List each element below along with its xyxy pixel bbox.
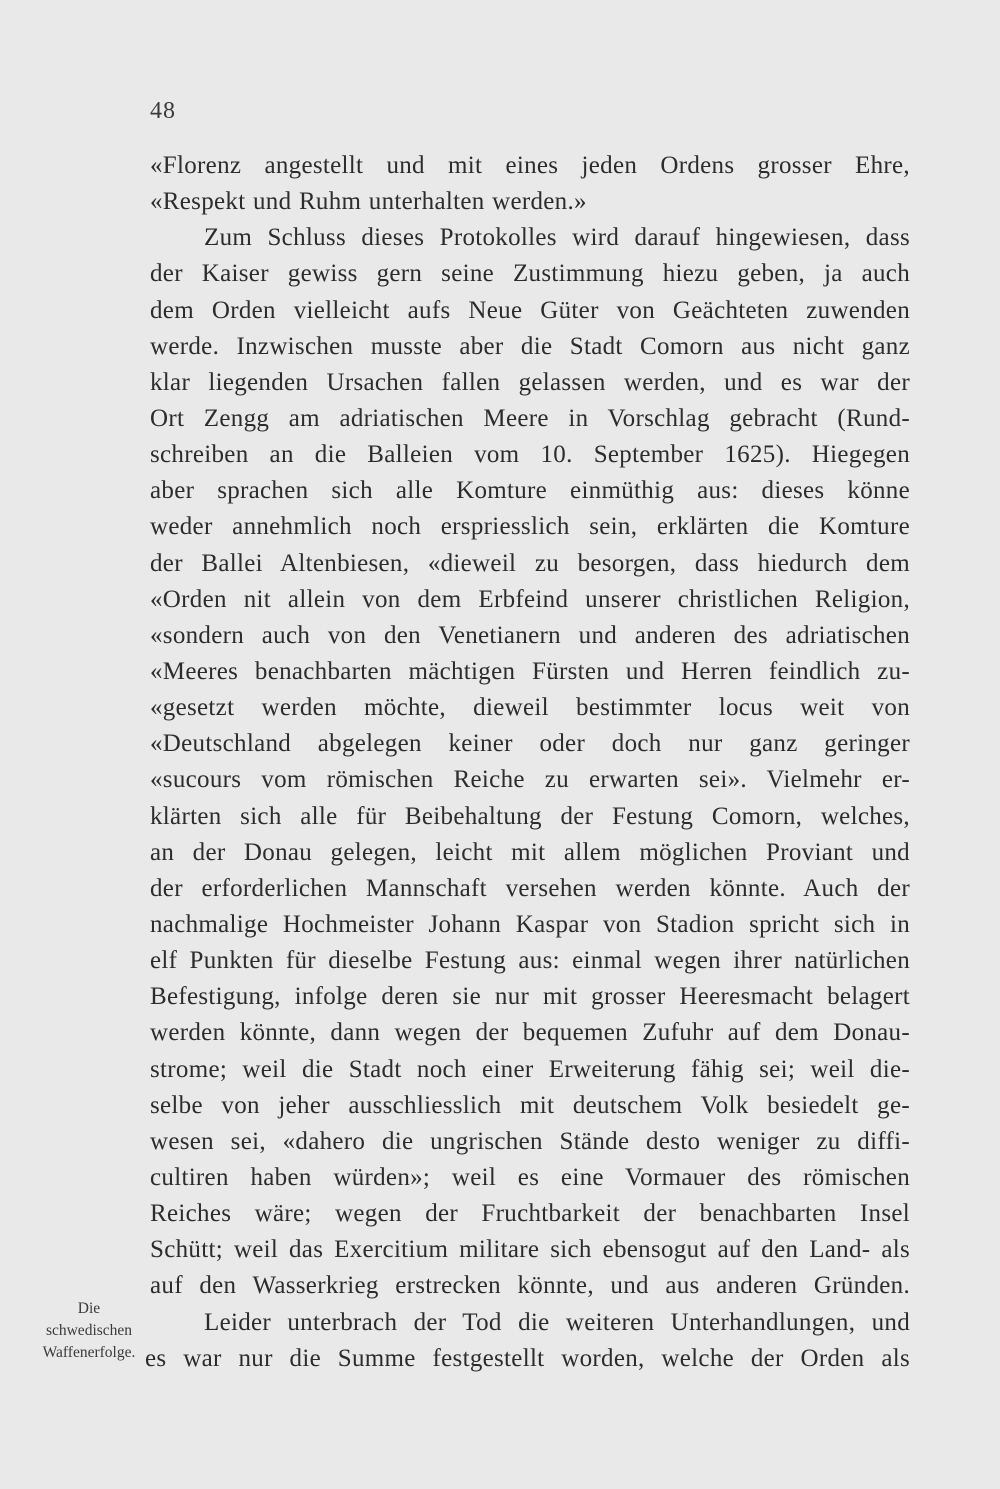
text-line: der erforderlichen Mannschaft versehen werden könnte. Auch der — [150, 874, 910, 902]
text-line: es war nur die Summe festgestellt worden, welche der Orden als — [145, 1344, 910, 1372]
text-line: Leider unterbrach der Tod die weiteren Unterhandlungen, und — [204, 1308, 910, 1336]
text-line: «Florenz angestellt und mit eines jeden Ordens grosser Ehre, — [150, 152, 910, 179]
main-text — [145, 148, 910, 1377]
text-line: «Meeres benachbarten mächtigen Fürsten und Herren feindlich zu- — [150, 657, 910, 685]
text-line: Zum Schluss dieses Protokolles wird darauf hingewiesen, dass — [204, 224, 910, 252]
text-line: klärten sich alle für Beibehaltung der Festung Comorn, welches, — [150, 802, 910, 830]
text-line: wesen sei, «dahero die ungrischen Stände desto weniger zu diffi- — [150, 1127, 910, 1155]
text-line: werden könnte, dann wegen der bequemen Zufuhr auf dem Donau- — [150, 1019, 910, 1047]
text-line: «Respekt und Ruhm unterhalten werden.» — [150, 188, 587, 216]
text-line: dem Orden vielleicht aufs Neue Güter von Geächteten zuwenden — [150, 296, 910, 324]
text-line: werde. Inzwischen musste aber die Stadt Comorn aus nicht ganz — [150, 332, 910, 360]
text-line: Reiches wäre; wegen der Fruchtbarkeit der benachbarten Insel — [150, 1200, 910, 1228]
text-line: Schütt; weil das Exercitium militare sich ebensogut auf den Land- als — [150, 1236, 910, 1264]
margin-note — [28, 1298, 150, 1364]
text-line: Befestigung, infolge deren sie nur mit grosser Heeresmacht belagert — [150, 983, 910, 1011]
text-line: strome; weil die Stadt noch einer Erweiterung fähig sei; weil die- — [150, 1055, 910, 1083]
page-number: 48 — [150, 98, 176, 124]
text-line: selbe von jeher ausschliesslich mit deutschem Volk besiedelt ge- — [150, 1091, 910, 1119]
text-line: aber sprachen sich alle Komture einmüthig aus: dieses könne — [150, 477, 910, 505]
text-line: an der Donau gelegen, leicht mit allem möglichen Proviant und — [150, 838, 910, 866]
text-line: «sucours vom römischen Reiche zu erwarten sei». Vielmehr er- — [150, 766, 910, 794]
text-line: «sondern auch von den Venetianern und anderen des adriatischen — [150, 621, 910, 649]
text-line: «gesetzt werden möchte, dieweil bestimmter locus weit von — [150, 694, 910, 722]
text-line: auf den Wasserkrieg erstrecken könnte, und aus anderen Gründen. — [150, 1272, 910, 1300]
text-line: klar liegenden Ursachen fallen gelassen werden, und es war der — [150, 368, 910, 396]
text-line: weder annehmlich noch erspriesslich sein, erklärten die Komture — [150, 513, 910, 541]
text-line: «Orden nit allein von dem Erbfeind unserer christlichen Religion, — [150, 585, 910, 613]
text-line: schreiben an die Balleien vom 10. September 1625). Hiegegen — [150, 441, 910, 469]
text-line: cultiren haben würden»; weil es eine Vormauer des römischen — [150, 1163, 910, 1191]
margin-note-line: Die — [77, 1300, 101, 1317]
margin-note-line: schwedischen — [45, 1322, 133, 1339]
text-line: Ort Zengg am adriatischen Meere in Vorschlag gebracht (Rund- — [150, 404, 910, 432]
text-line: elf Punkten für dieselbe Festung aus: einmal wegen ihrer natürlichen — [150, 947, 910, 975]
margin-note-line: Waffenerfolge. — [42, 1344, 136, 1361]
text-line: der Ballei Altenbiesen, «dieweil zu besorgen, dass hiedurch dem — [150, 549, 910, 577]
text-line: nachmalige Hochmeister Johann Kaspar von Stadion spricht sich in — [150, 910, 910, 938]
text-line: der Kaiser gewiss gern seine Zustimmung hiezu geben, ja auch — [150, 260, 910, 288]
text-line: «Deutschland abgelegen keiner oder doch nur ganz geringer — [150, 730, 910, 758]
